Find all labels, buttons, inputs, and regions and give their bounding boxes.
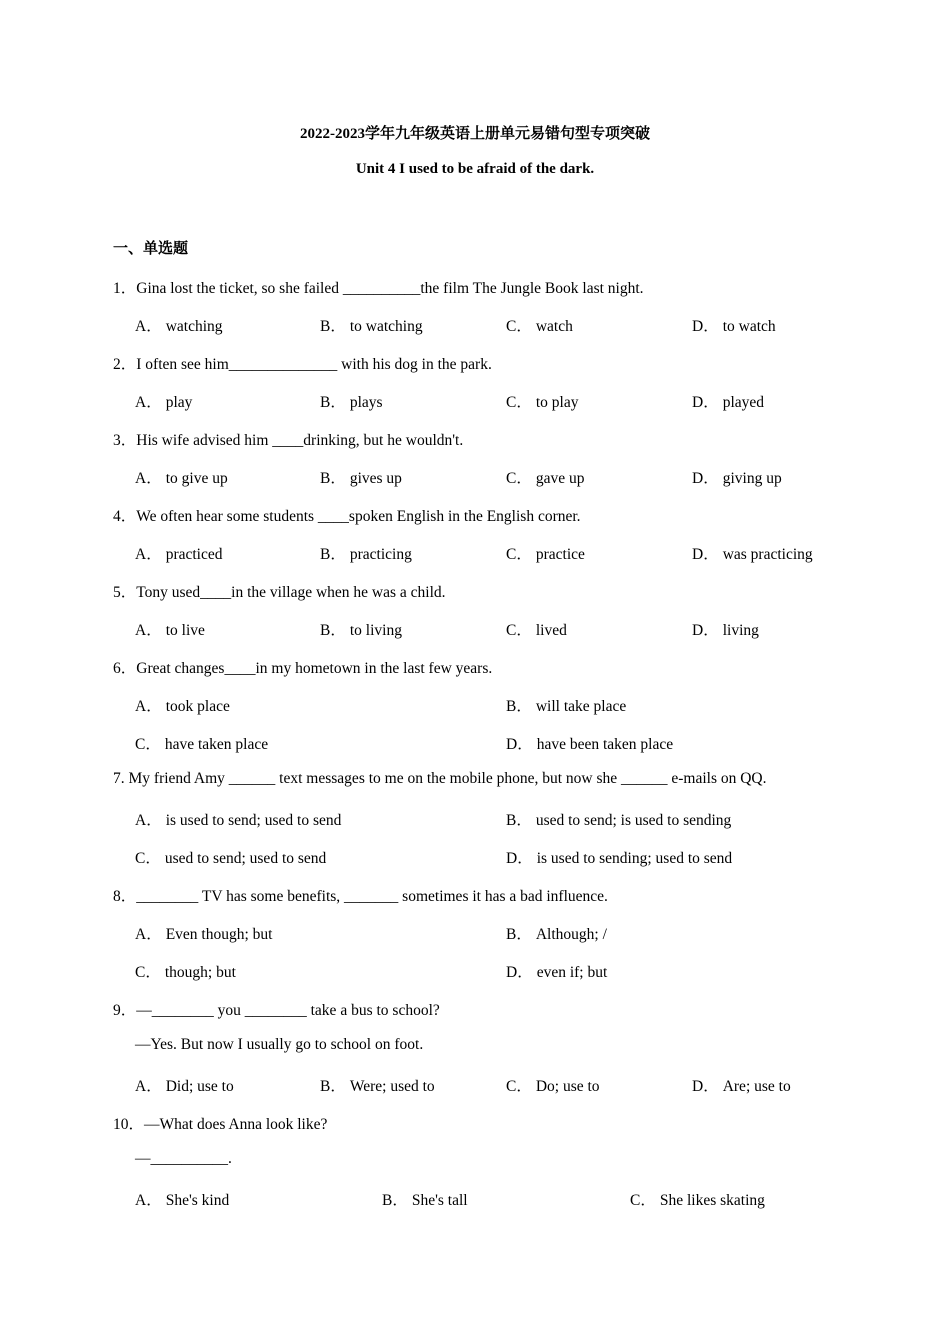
option-label: C． (630, 1192, 656, 1209)
option-label: C． (506, 1078, 532, 1095)
option-text: was practicing (722, 546, 813, 563)
question-7-option-d (506, 846, 732, 868)
question-9-option-d (692, 1074, 791, 1096)
question-6-option-c (135, 732, 268, 754)
option-text: play (165, 394, 193, 411)
question-3-option-d (692, 466, 782, 488)
option-text: Even though; but (165, 926, 273, 943)
option-label: B． (506, 926, 532, 943)
question-2-stem: 2．I often see him______________ with his dog in the park. (113, 356, 492, 373)
question-7-option-a (135, 808, 341, 830)
question-3-option-c (506, 466, 584, 488)
option-label: C． (506, 622, 532, 639)
option-text: have been taken place (536, 736, 674, 753)
option-label: D． (506, 964, 533, 981)
option-label: C． (506, 470, 532, 487)
option-label: A． (135, 394, 162, 411)
question-6-option-a (135, 694, 230, 716)
question-3-stem: 3．His wife advised him ____drinking, but he wouldn't. (113, 432, 464, 449)
option-label: A． (135, 546, 162, 563)
question-4-option-c (506, 542, 585, 564)
option-text: watch (535, 318, 573, 335)
question-9-option-c (506, 1074, 600, 1096)
question-8-option-a (135, 922, 272, 944)
option-text: plays (349, 394, 383, 411)
option-text: even if; but (536, 964, 608, 981)
option-label: B． (320, 1078, 346, 1095)
option-text: used to send; used to send (164, 850, 327, 867)
option-label: A． (135, 926, 162, 943)
question-5-option-b (320, 618, 402, 640)
question-7-option-c (135, 846, 326, 868)
option-label: C． (506, 546, 532, 563)
option-label: A． (135, 622, 162, 639)
option-text: practicing (349, 546, 412, 563)
option-label: D． (692, 318, 719, 335)
option-label: A． (135, 698, 162, 715)
option-label: D． (506, 850, 533, 867)
question-1-option-b (320, 314, 423, 336)
question-2-option-c (506, 390, 578, 412)
question-5-option-d (692, 618, 759, 640)
option-text: to watching (349, 318, 423, 335)
option-label: B． (320, 470, 346, 487)
option-label: D． (692, 1078, 719, 1095)
question-5-stem: 5．Tony used____in the village when he was a child. (113, 584, 446, 601)
page-subtitle: Unit 4 I used to be afraid of the dark. (355, 161, 595, 177)
option-label: A． (135, 1192, 162, 1209)
question-10-option-c (630, 1188, 765, 1210)
option-label: A． (135, 1078, 162, 1095)
question-8-option-b (506, 922, 607, 944)
option-label: B． (382, 1192, 408, 1209)
option-text: lived (535, 622, 567, 639)
option-text: gave up (535, 470, 585, 487)
question-1-stem: 1．Gina lost the ticket, so she failed __________the film The Jungle Book last night. (113, 280, 644, 297)
option-text: She's tall (411, 1192, 468, 1209)
question-10-option-b (382, 1188, 468, 1210)
option-label: B． (320, 394, 346, 411)
option-text: to watch (722, 318, 776, 335)
option-text: to give up (165, 470, 228, 487)
option-text: Although; / (535, 926, 607, 943)
option-text: living (722, 622, 759, 639)
question-10-stem: 10．—What does Anna look like? (113, 1116, 328, 1133)
option-text: have taken place (164, 736, 269, 753)
option-text: Do; use to (535, 1078, 600, 1095)
option-text: to play (535, 394, 579, 411)
option-label: A． (135, 318, 162, 335)
question-3-option-a (135, 466, 228, 488)
question-4-option-a (135, 542, 223, 564)
option-label: D． (692, 622, 719, 639)
question-9-option-b (320, 1074, 435, 1096)
option-text: giving up (722, 470, 782, 487)
option-text: is used to send; used to send (165, 812, 342, 829)
option-label: D． (692, 546, 719, 563)
option-label: C． (135, 850, 161, 867)
question-3-option-b (320, 466, 402, 488)
option-text: Did; use to (165, 1078, 234, 1095)
question-1-option-d (692, 314, 776, 336)
question-1-option-c (506, 314, 573, 336)
question-2-option-d (692, 390, 764, 412)
option-text: gives up (349, 470, 402, 487)
option-label: C． (135, 736, 161, 753)
question-8-option-c (135, 960, 236, 982)
option-label: B． (506, 698, 532, 715)
option-label: A． (135, 812, 162, 829)
question-9-stem: 9．—________ you ________ take a bus to school? (113, 1002, 440, 1019)
option-text: is used to sending; used to send (536, 850, 733, 867)
option-label: D． (506, 736, 533, 753)
option-text: will take place (535, 698, 627, 715)
question-2-option-b (320, 390, 383, 412)
option-text: used to send; is used to sending (535, 812, 732, 829)
question-4-option-b (320, 542, 412, 564)
question-10-option-a (135, 1188, 229, 1210)
option-label: D． (692, 470, 719, 487)
question-7-option-b (506, 808, 731, 830)
question-9-stem-response: —Yes. But now I usually go to school on foot. (135, 1036, 424, 1053)
option-label: B． (506, 812, 532, 829)
question-7-stem: 7. My friend Amy ______ text messages to me on the mobile phone, but now she ______ e-mails on QQ. (113, 770, 767, 787)
question-8-option-d (506, 960, 607, 982)
question-4-option-d (692, 542, 813, 564)
option-label: B． (320, 622, 346, 639)
option-text: Are; use to (722, 1078, 791, 1095)
option-text: though; but (164, 964, 236, 981)
option-label: C． (506, 318, 532, 335)
option-text: took place (165, 698, 230, 715)
section-heading: 一、单选题 (113, 241, 189, 257)
option-text: to live (165, 622, 205, 639)
option-text: played (722, 394, 765, 411)
option-text: She's kind (165, 1192, 230, 1209)
question-6-option-b (506, 694, 626, 716)
option-text: Were; used to (349, 1078, 435, 1095)
question-8-stem: 8．________ TV has some benefits, _______ sometimes it has a bad influence. (113, 888, 608, 905)
option-text: practiced (165, 546, 223, 563)
question-6-stem: 6．Great changes____in my hometown in the last few years. (113, 660, 493, 677)
option-text: She likes skating (659, 1192, 765, 1209)
question-6-option-d (506, 732, 673, 754)
page-title: 2022-2023学年九年级英语上册单元易错句型专项突破 (300, 126, 650, 142)
question-10-stem-response: —__________. (135, 1150, 232, 1167)
option-text: to living (349, 622, 402, 639)
question-5-option-a (135, 618, 205, 640)
option-label: C． (135, 964, 161, 981)
option-label: A． (135, 470, 162, 487)
option-text: practice (535, 546, 585, 563)
question-5-option-c (506, 618, 567, 640)
option-text: watching (165, 318, 223, 335)
question-9-option-a (135, 1074, 234, 1096)
question-1-option-a (135, 314, 223, 336)
option-label: B． (320, 546, 346, 563)
option-label: C． (506, 394, 532, 411)
option-label: D． (692, 394, 719, 411)
question-2-option-a (135, 390, 192, 412)
question-4-stem: 4．We often hear some students ____spoken English in the English corner. (113, 508, 581, 525)
option-label: B． (320, 318, 346, 335)
